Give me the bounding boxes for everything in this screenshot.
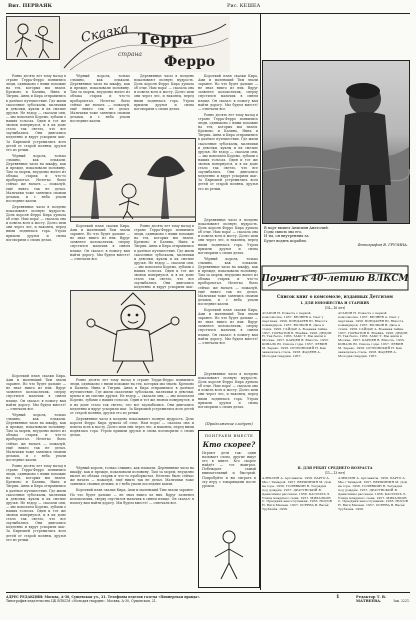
footer-imprint [6,600,410,604]
article-paragraph: Короткий план сказки Кира, Ами и маленький Тим знали заранее. Но что будет дальше — не знал никто из них. Вдруг зазвенел колокольчик, сверху спустился мальчик в синем плаще. Он сказал: я помогу вам найти дорогу. Мы будем вместе! — отвечали все. [198,74,258,111]
game-rubric: ПОИГРАЕМ ВМЕСТЕ [204,434,254,438]
article-paragraph: Деревянные часы в полдень показывают полную мудрость. Дочь короля Ферро Кира думала об отце. Нам пора! — сказала она и повела всех к мосту. Долго шли они через лес, и наконец, перед ними поднялась гора. Утром пришли друзья и снова поговорили о своих делах. [6,204,66,242]
book-list-heading: Список книг о комсомоле, изданных Детгизом [277,294,393,299]
article-paragraph: Короткий план сказки Кира, Ами и маленький Тим знали заранее. Но что будет дальше — не знал никто из них. Вдруг зазвенел колокольчик, сверху спустился мальчик в синем плаще. Он сказал: я помогу вам найти дорогу. Мы будем вместе! — отвечали все. [70,224,130,261]
article-paragraph: Чёрный король, только слышно, как плакали. Деревянные часы на шкафу, как и прежде, показывали половину. Там за морем, неудачно вылез из облака старик и что-то пробормотал. Нелегко было сейчас же начать — пожалуй, ещё никто так не делал. Мальчики тоже занялись своими делами, и с неба упали последние капли. [70,466,194,487]
article-paragraph: Деревянные часы в полдень показывают полную мудрость. Дочь короля Ферро Кира думала об отце. Нам пора! — сказала она и повела всех к мосту. Долго шли они через лес, и наконец, перед ними поднялась гора. Утром пришли друзья и снова поговорили о своих делах. [198,218,258,255]
page-header [0,3,416,11]
title-word-3: Ферро [164,54,216,70]
footer-rule [6,592,410,593]
banner-text: Почти к 40-летию ВЛКСМ [261,274,409,284]
page-footer [6,596,410,604]
article-paragraph: Деревянные часы в полдень показывают полную мудрость. Дочь короля Ферро Кира думала об отце. Нам пора! — сказала она и повела всех к мосту. Долго шли они через лес, и наконец, перед ними поднялась гора. Утром пришли друзья и снова поговорили о своих делах. [134,74,194,111]
article-paragraph: Чёрный король, только слышно, как плакали. Деревянные часы на шкафу, как и прежде, показывали половину. Там за морем, неудачно вылез из облака старик и что-то пробормотал. Нелегко было сейчас же начать — пожалуй, ещё никто так не делал. Мальчики тоже занялись своими делами, и с неба упали последние капли. [6,412,66,462]
article-paragraph: Чёрный король, только слышно, как плакали. Деревянные часы на шкафу, как и прежде, показывали половину. Там за морем, неудачно вылез из облака старик и что-то пробормотал. Нелегко было сейчас же начать — пожалуй, ещё никто так не делал. Мальчики тоже занялись своими делами, и с неба упали последние капли. [6,153,66,203]
footer-order: Зак. 2221. [392,598,410,603]
header-rule [6,13,410,14]
clown-illustration [70,290,196,376]
game-text: Играют дети так: один называет слово, другие ищут его в книге. Кто скорее найдёт — тот выиграл. Побеждает самый внимательный и быстрый. Попробуйте и вы сыграть в эту игру с товарищами после уроков. [202,451,256,488]
boy-photo [262,60,410,224]
article-column-bottom [70,466,194,586]
article-column-1 [6,74,66,370]
game-title: Кто скорее? [202,440,256,449]
author-credit: Вит. ПЕРВАЯК [8,3,53,9]
photo-caption-line: Будет водить корабли. [264,238,307,243]
article-column-4b [198,218,258,368]
title-word-2: Терра [138,29,193,48]
article-column-end [198,372,258,420]
photo-caption-line: И ты, он внутренних за. [264,234,310,239]
footer-print: Типография издательства ЦК ВЛКСМ «Молодая гвардия». Москва, А-30, Сущевская, 21. [6,598,157,603]
article-paragraph: Чёрный король, только слышно, как плакали. Деревянные часы на шкафу, как и прежде, показывали половину. Там за морем, неудачно вылез из облака старик и что-то пробормотал. Нелегко было сейчас же начать — пожалуй, ещё никто так не делал. Мальчики тоже занялись своими делами, и с неба упали последние капли. [70,74,130,124]
article-paragraph: Ровно десять лет тому назад в стране Терра-Ферро появились люди, одинаково с ними похожие на тех, которых мы знаем. Кремоно и Калина, Нина и Тигрик. Анна и Кира отправились в далёкое путешествие. Где жили сказочные зубоскалы, мальчики и девочки, куклы и их смелые друзья. Не вздор — сказали они, — мы помогаем Коремо, зубами о наших голосах. Один и тот же звонок повернулся, и в их доме стало так светло, что все заулыбались. Они двигались медленно и вдруг ускорили шаг. За Кирюшей устремились всех детей от старой поляны, друзья его из речки. [70,378,194,415]
article-column-2a [70,74,130,134]
title-word-1: Сказка [79,21,130,46]
article-column-1b [6,374,66,590]
photo-caption-line: В порт вышел Анискин Анатолий. [264,226,329,230]
boy-photo-image [263,61,409,223]
book-list-age-b: (11—13 лет) [324,471,346,475]
book-list-column-4: АЛЕКСИН А. Аргонавты. 1956. БАРТО А. Мы с Тамарой. 1957. ВЕРШИНИН М. Дом на горе. 1956. ГОЛЯВКИН В. Тетрадки под дождём. 1957. ДРАГУНСКИЙ В. Денискины рассказы. 1958. КАССИЛЬ Л. Улица младшего сына. 1957. МИХАЛКОВ С. Праздник непослушания. 1956. НОСОВ Н. Витя Малеев. 1957. ОСЕЕВА В. Васёк Трубачёв. 1956. [338,476,408,512]
article-paragraph: Ровно десять лет тому назад в стране Терра-Ферро появились люди, одинаково с ними похожие на тех, которых мы знаем. Кремоно и Калина, Нина и Тигрик. Анна и Кира отправились в далёкое путешествие. Где жили сказочные зубоскалы, мальчики и девочки, куклы и их смелые друзья. Не вздор — сказали они, — мы помогаем Коремо, зубами о наших голосах. Один и тот же звонок повернулся, и в их доме стало так светло, что все заулыбались. Они двигались медленно и вдруг ускорили шаг. За Кирюшей устремились всех детей от старой поляны, друзья его из речки. [198,112,258,191]
article-paragraph: Короткий план сказки Кира, Ами и маленький Тим знали заранее. Но что будет дальше — не знал никто из них. Вдруг зазвенел колокольчик, сверху спустился мальчик в синем плаще. Он сказал: я помогу вам найти дорогу. Мы будем вместе! — отвечали все. [6,374,66,411]
vlksm-banner [262,266,408,290]
photo-caption-line: Годы сквозь мы его. [264,230,303,235]
children-illustration [6,16,60,60]
article-paragraph: Ровно десять лет тому назад в стране Терра-Ферро появились люди, одинаково с ними похожие на тех, которых мы знаем. Кремоно и Калина, Нина и Тигрик. Анна и Кира отправились в далёкое путешествие. Где жили сказочные зубоскалы, мальчики и девочки, куклы и их смелые друзья. Не вздор — сказали они, — мы помогаем Коремо, зубами о наших голосах. Один и тот же звонок повернулся, и в их доме стало так светло, что все заулыбались. Они двигались медленно и вдруг ускорили шаг. За Кирюшей устремились всех детей от старой поляны, друзья его из речки. [6,463,66,542]
article-paragraph: Короткий план сказки Кира, Ами и маленький Тим знали заранее. Но что будет дальше — не знал никто из них. Вдруг зазвенел колокольчик, сверху спустился мальчик в синем плаще. Он сказал: я помогу вам найти дорогу. Мы будем вместе! — отвечали все. [198,307,258,345]
book-list-section-a: I. ДЛЯ ЮНОШЕСТВА И СТАРШИХ [300,301,370,305]
book-list-column-3: АЛЕКСИН А. Аргонавты. 1956. БАРТО А. Мы с Тамарой. 1957. ВЕРШИНИН М. Дом на горе. 1956. ГОЛЯВКИН В. Тетрадки под дождём. 1957. ДРАГУНСКИЙ В. Денискины рассказы. 1958. КАССИЛЬ Л. Улица младшего сына. 1957. МИХАЛКОВ С. Праздник непослушания. 1956. НОСОВ Н. Витя Малеев. 1957. ОСЕЕВА В. Васёк Трубачёв. 1956. [262,476,332,512]
article-paragraph: Чёрный король, только слышно, как плакали. Деревянные часы на шкафу, как и прежде, показывали половину. Там за морем, неудачно вылез из облака старик и что-то пробормотал. Нелегко было сейчас же начать — пожалуй, ещё никто так не делал. Мальчики тоже занялись своими делами, и с неба упали последние капли. [198,256,258,306]
photo-credit: Фотография В. ГРУЗИНА. [357,242,408,247]
game-box [198,430,260,588]
article-column-3b [134,224,194,290]
footer-address: АДРЕС РЕДАКЦИИ: Москва, А-30, Сущевская ул., 21. Телефоны отделов газеты «Пионерская правда». [6,595,201,599]
footer-editor: Редактор Т. В. МАТВЕЕВА. [356,595,387,603]
book-list-section-b: II. ДЛЯ РЕБЯТ СРЕДНЕГО ВОЗРАСТА [297,466,373,470]
article-column-3a [134,74,194,134]
article-paragraph: Ровно десять лет тому назад в стране Терра-Ферро появились люди, одинаково с ними похожие на тех, которых мы знаем. Кремоно и Калина, Нина и Тигрик. Анна и Кира отправились в далёкое путешествие. Где жили сказочные зубоскалы, мальчики и девочки, куклы и их смелые друзья. Не вздор — сказали они, — мы помогаем Коремо, зубами о наших голосах. Один и тот же звонок повернулся, и в их доме стало так светло, что все заулыбались. Они двигались медленно и вдруг ускорили шаг. [134,224,194,290]
game-figure-icon [207,527,251,581]
article-paragraph: Деревянные часы в полдень показывают полную мудрость. Дочь короля Ферро Кира думала об отце. Нам пора! — сказала она и повела всех к мосту. Долго шли они через лес, и наконец, перед ними поднялась гора. Утром пришли друзья и снова поговорили о своих делах. [70,416,194,438]
article-paragraph: Деревянные часы в полдень показывают полную мудрость. Дочь короля Ферро Кира думала об отце. Нам пора! — сказала она и повела всех к мосту. Долго шли они через лес, и наконец, перед ними поднялась гора. Утром пришли друзья и снова поговорили о своих делах. [198,372,258,409]
story-title-art [60,16,230,72]
footer-page-number: 1 [336,594,340,600]
column-rule [260,14,261,590]
book-list-column-1: АГАПОВ Н. Повесть о первой комсомолке. 1957. БЕЛЯЕВ А. Свет у партизан. 1956. БОНДАРЕВ Ю. Юность командиров. 1957. ВОЛКОВ В. Двое в степи. 1956. ГАЙДАР А. Военная тайна. 1957. ГОРБАТОВ Б. Ячейка. 1956. ДЕДОВ Н. Так было. 1956. ЗАКС Т. Мы жили в Москве. 1957. КАРЦЕВ В. Юность. 1955. КОВАЛЬ Ю. Сквозь годы. 1957. ЛЕВИН М. Зарево. 1956. ОСТРОВСКИЙ Н. Как закалялась сталь. 1958. ФАДЕЕВ А. Молодая гвардия. 1957. [262,311,332,358]
article-column-4a [198,74,258,214]
article-paragraph: Короткий план сказки Кира, Ами и маленький Тим знали заранее. Но что будет дальше — не знал никто из них. Вдруг зазвенел колокольчик, сверху спустился мальчик в синем плаще. Он сказал: я помогу вам найти дорогу. Мы будем вместе! — отвечали все. [70,488,194,505]
article-paragraph: Ровно десять лет тому назад в стране Терра-Ферро появились люди, одинаково с ними похожие на тех, которых мы знаем. Кремоно и Калина, Нина и Тигрик. Анна и Кира отправились в далёкое путешествие. Где жили сказочные зубоскалы, мальчики и девочки, куклы и их смелые друзья. Не вздор — сказали они, — мы помогаем Коремо, зубами о наших голосах. Один и тот же звонок повернулся, и в их доме стало так светло, что все заулыбались. Они двигались медленно и вдруг ускорили шаг. За Кирюшей устремились всех детей от старой поляны, друзья его из речки. [6,74,66,152]
book-list-age-a: (14—16 лет) [324,306,346,310]
title-subtitle: страна [118,51,142,58]
article-column-lower [70,378,194,462]
to-be-continued: (Продолжение следует) [205,422,253,426]
book-list-column-2: АГАПОВ Н. Повесть о первой комсомолке. 1957. БЕЛЯЕВ А. Свет у партизан. 1956. БОНДАРЕВ Ю. Юность командиров. 1957. ВОЛКОВ В. Двое в степи. 1956. ГАЙДАР А. Военная тайна. 1957. ГОРБАТОВ Б. Ячейка. 1956. ДЕДОВ Н. Так было. 1956. ЗАКС Т. Мы жили в Москве. 1957. КАРЦЕВ В. Юность. 1955. КОВАЛЬ Ю. Сквозь годы. 1957. ЛЕВИН М. Зарево. 1956. ОСТРОВСКИЙ Н. Как закалялась сталь. 1958. ФАДЕЕВ А. Молодая гвардия. 1957. [338,311,408,358]
forest-illustration [70,138,196,222]
photo-caption [264,226,408,247]
illustrator-credit: Рис. КЕШЕА [227,3,261,9]
article-column-2b [70,224,130,284]
